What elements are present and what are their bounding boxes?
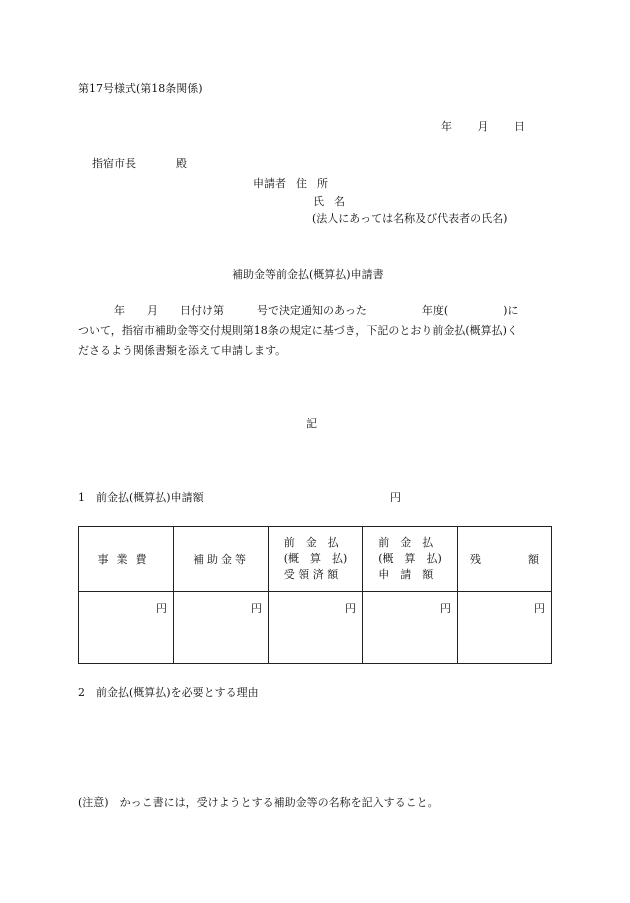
header-project-cost: 事業費 [79,527,174,592]
date-line [441,120,525,134]
body-line-2: ついて，指宿市補助金等交付規則第18条の規定に基づき，下記のとおり前金払(概算払)く [78,324,518,337]
ki-heading: 記 [306,417,317,430]
item-1-unit: 円 [390,491,401,504]
addressee-honorific: 殿 [176,157,187,170]
header-requested: 前 金 払 (概 算 払) 申 請 額 [363,527,458,592]
date-day: 日 [514,120,525,133]
item-1-label: 1 前金払(概算払)申請額 [78,491,204,504]
header-subsidy: 補助金等 [174,527,269,592]
applicant-label: 申請者 [253,177,286,190]
addressee-name: 指宿市長 [92,157,136,170]
corporate-note: (法人にあっては名称及び代表者の氏名) [312,212,508,225]
caution-note: (注意) かっこ書には，受けようとする補助金等の名称を記入すること。 [78,796,439,809]
value-requested[interactable]: 円 [363,592,458,664]
applicant-address-line [253,177,338,191]
body-line-3: ださるよう関係書類を添えて申請します。 [78,344,287,357]
item-1 [78,491,401,505]
addressee [92,157,187,171]
table-header-row [79,527,552,592]
amount-table [78,526,552,664]
value-subsidy[interactable]: 円 [174,592,269,664]
value-project-cost[interactable]: 円 [79,592,174,664]
name-label: 氏名 [313,195,355,208]
body-line-1: 年 月 日付け第 号で決定通知のあった 年度( )に [114,304,519,317]
value-received[interactable]: 円 [269,592,363,664]
value-balance[interactable]: 円 [458,592,552,664]
table-row [79,592,552,664]
date-month: 月 [477,120,489,133]
address-label: 住所 [296,177,338,190]
document-title: 補助金等前金払(概算払)申請書 [232,268,384,281]
form-number: 第17号様式(第18条関係) [78,82,203,95]
balance-head-right: 額 [528,553,539,566]
body-paragraph [78,301,553,361]
header-received: 前 金 払 (概 算 払) 受 領 済 額 [269,527,363,592]
date-year: 年 [441,120,452,133]
header-balance [458,527,552,592]
balance-head-left: 残 [470,553,481,566]
item-2-label: 2 前金払(概算払)を必要とする理由 [78,686,259,699]
